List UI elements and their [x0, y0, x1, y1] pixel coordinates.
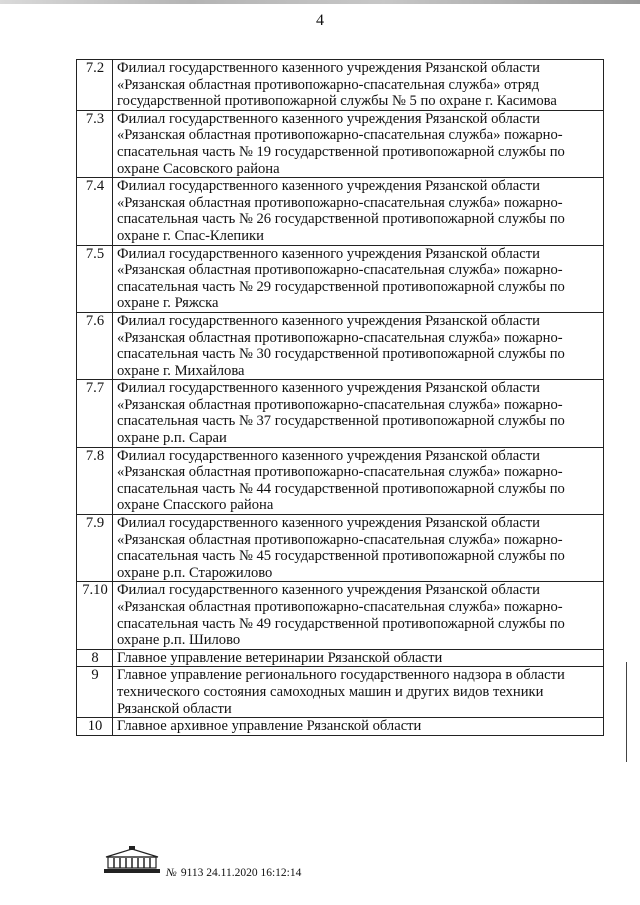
- row-number: 9: [77, 667, 113, 718]
- row-number: 8: [77, 649, 113, 667]
- row-text: Филиал государственного казенного учреждения Рязанской области «Рязанская областная противопожарно-спасательная служба» пожарно-спасательная часть № 19 государственной противопожарной службы по охране Сасовского района: [113, 110, 604, 177]
- stamp-text: 9113 24.11.2020 16:12:14: [180, 867, 302, 879]
- table-row: [77, 110, 604, 177]
- table-row: [77, 447, 604, 514]
- row-number: 7.4: [77, 178, 113, 245]
- registration-stamp: [166, 867, 301, 879]
- table-row: [77, 667, 604, 718]
- row-text: Филиал государственного казенного учреждения Рязанской области «Рязанская областная противопожарно-спасательная служба» отряд государственной противопожарной службы № 5 по охране г. Касимова: [113, 60, 604, 111]
- row-text: Филиал государственного казенного учреждения Рязанской области «Рязанская областная противопожарно-спасательная служба» пожарно-спасательная часть № 44 государственной противопожарной службы по охране Спасского района: [113, 447, 604, 514]
- row-number: 7.6: [77, 312, 113, 379]
- table-row: [77, 380, 604, 447]
- row-text: Филиал государственного казенного учреждения Рязанской области «Рязанская областная противопожарно-спасательная служба» пожарно-спасательная часть № 30 государственной противопожарной службы по охране г. Михайлова: [113, 312, 604, 379]
- stamp-number-sign: №: [166, 867, 177, 879]
- row-text: Филиал государственного казенного учреждения Рязанской области «Рязанская областная противопожарно-спасательная служба» пожарно-спасательная часть № 37 государственной противопожарной службы по охране р.п. Сараи: [113, 380, 604, 447]
- row-number: 7.9: [77, 515, 113, 582]
- table-row: [77, 178, 604, 245]
- institutions-table: [76, 59, 604, 736]
- row-number: 7.5: [77, 245, 113, 312]
- page-number: 4: [316, 12, 324, 29]
- scan-margin-mark: [626, 662, 627, 762]
- table-row: [77, 245, 604, 312]
- row-text: Главное управление ветеринарии Рязанской области: [113, 649, 604, 667]
- table-row: [77, 649, 604, 667]
- row-number: 10: [77, 718, 113, 736]
- table-row: [77, 312, 604, 379]
- row-number: 7.7: [77, 380, 113, 447]
- row-text: Филиал государственного казенного учреждения Рязанской области «Рязанская областная противопожарно-спасательная служба» пожарно-спасательная часть № 45 государственной противопожарной службы по охране р.п. Старожилово: [113, 515, 604, 582]
- row-number: 7.8: [77, 447, 113, 514]
- row-number: 7.3: [77, 110, 113, 177]
- row-text: Филиал государственного казенного учреждения Рязанской области «Рязанская областная противопожарно-спасательная служба» пожарно-спасательная часть № 49 государственной противопожарной службы по охране р.п. Шилово: [113, 582, 604, 649]
- table-row: [77, 718, 604, 736]
- row-number: 7.2: [77, 60, 113, 111]
- row-text: Филиал государственного казенного учреждения Рязанской области «Рязанская областная противопожарно-спасательная служба» пожарно-спасательная часть № 29 государственной противопожарной службы по охране г. Ряжска: [113, 245, 604, 312]
- government-building-logo: [103, 845, 161, 875]
- table-row: [77, 60, 604, 111]
- row-text: Главное управление регионального государственного надзора в области технического состояния самоходных машин и других видов техники Рязанской области: [113, 667, 604, 718]
- row-number: 7.10: [77, 582, 113, 649]
- table-row: [77, 582, 604, 649]
- scan-top-edge: [0, 0, 640, 4]
- row-text: Филиал государственного казенного учреждения Рязанской области «Рязанская областная противопожарно-спасательная служба» пожарно-спасательная часть № 26 государственной противопожарной службы по охране г. Спас-Клепики: [113, 178, 604, 245]
- row-text: Главное архивное управление Рязанской области: [113, 718, 604, 736]
- table-row: [77, 515, 604, 582]
